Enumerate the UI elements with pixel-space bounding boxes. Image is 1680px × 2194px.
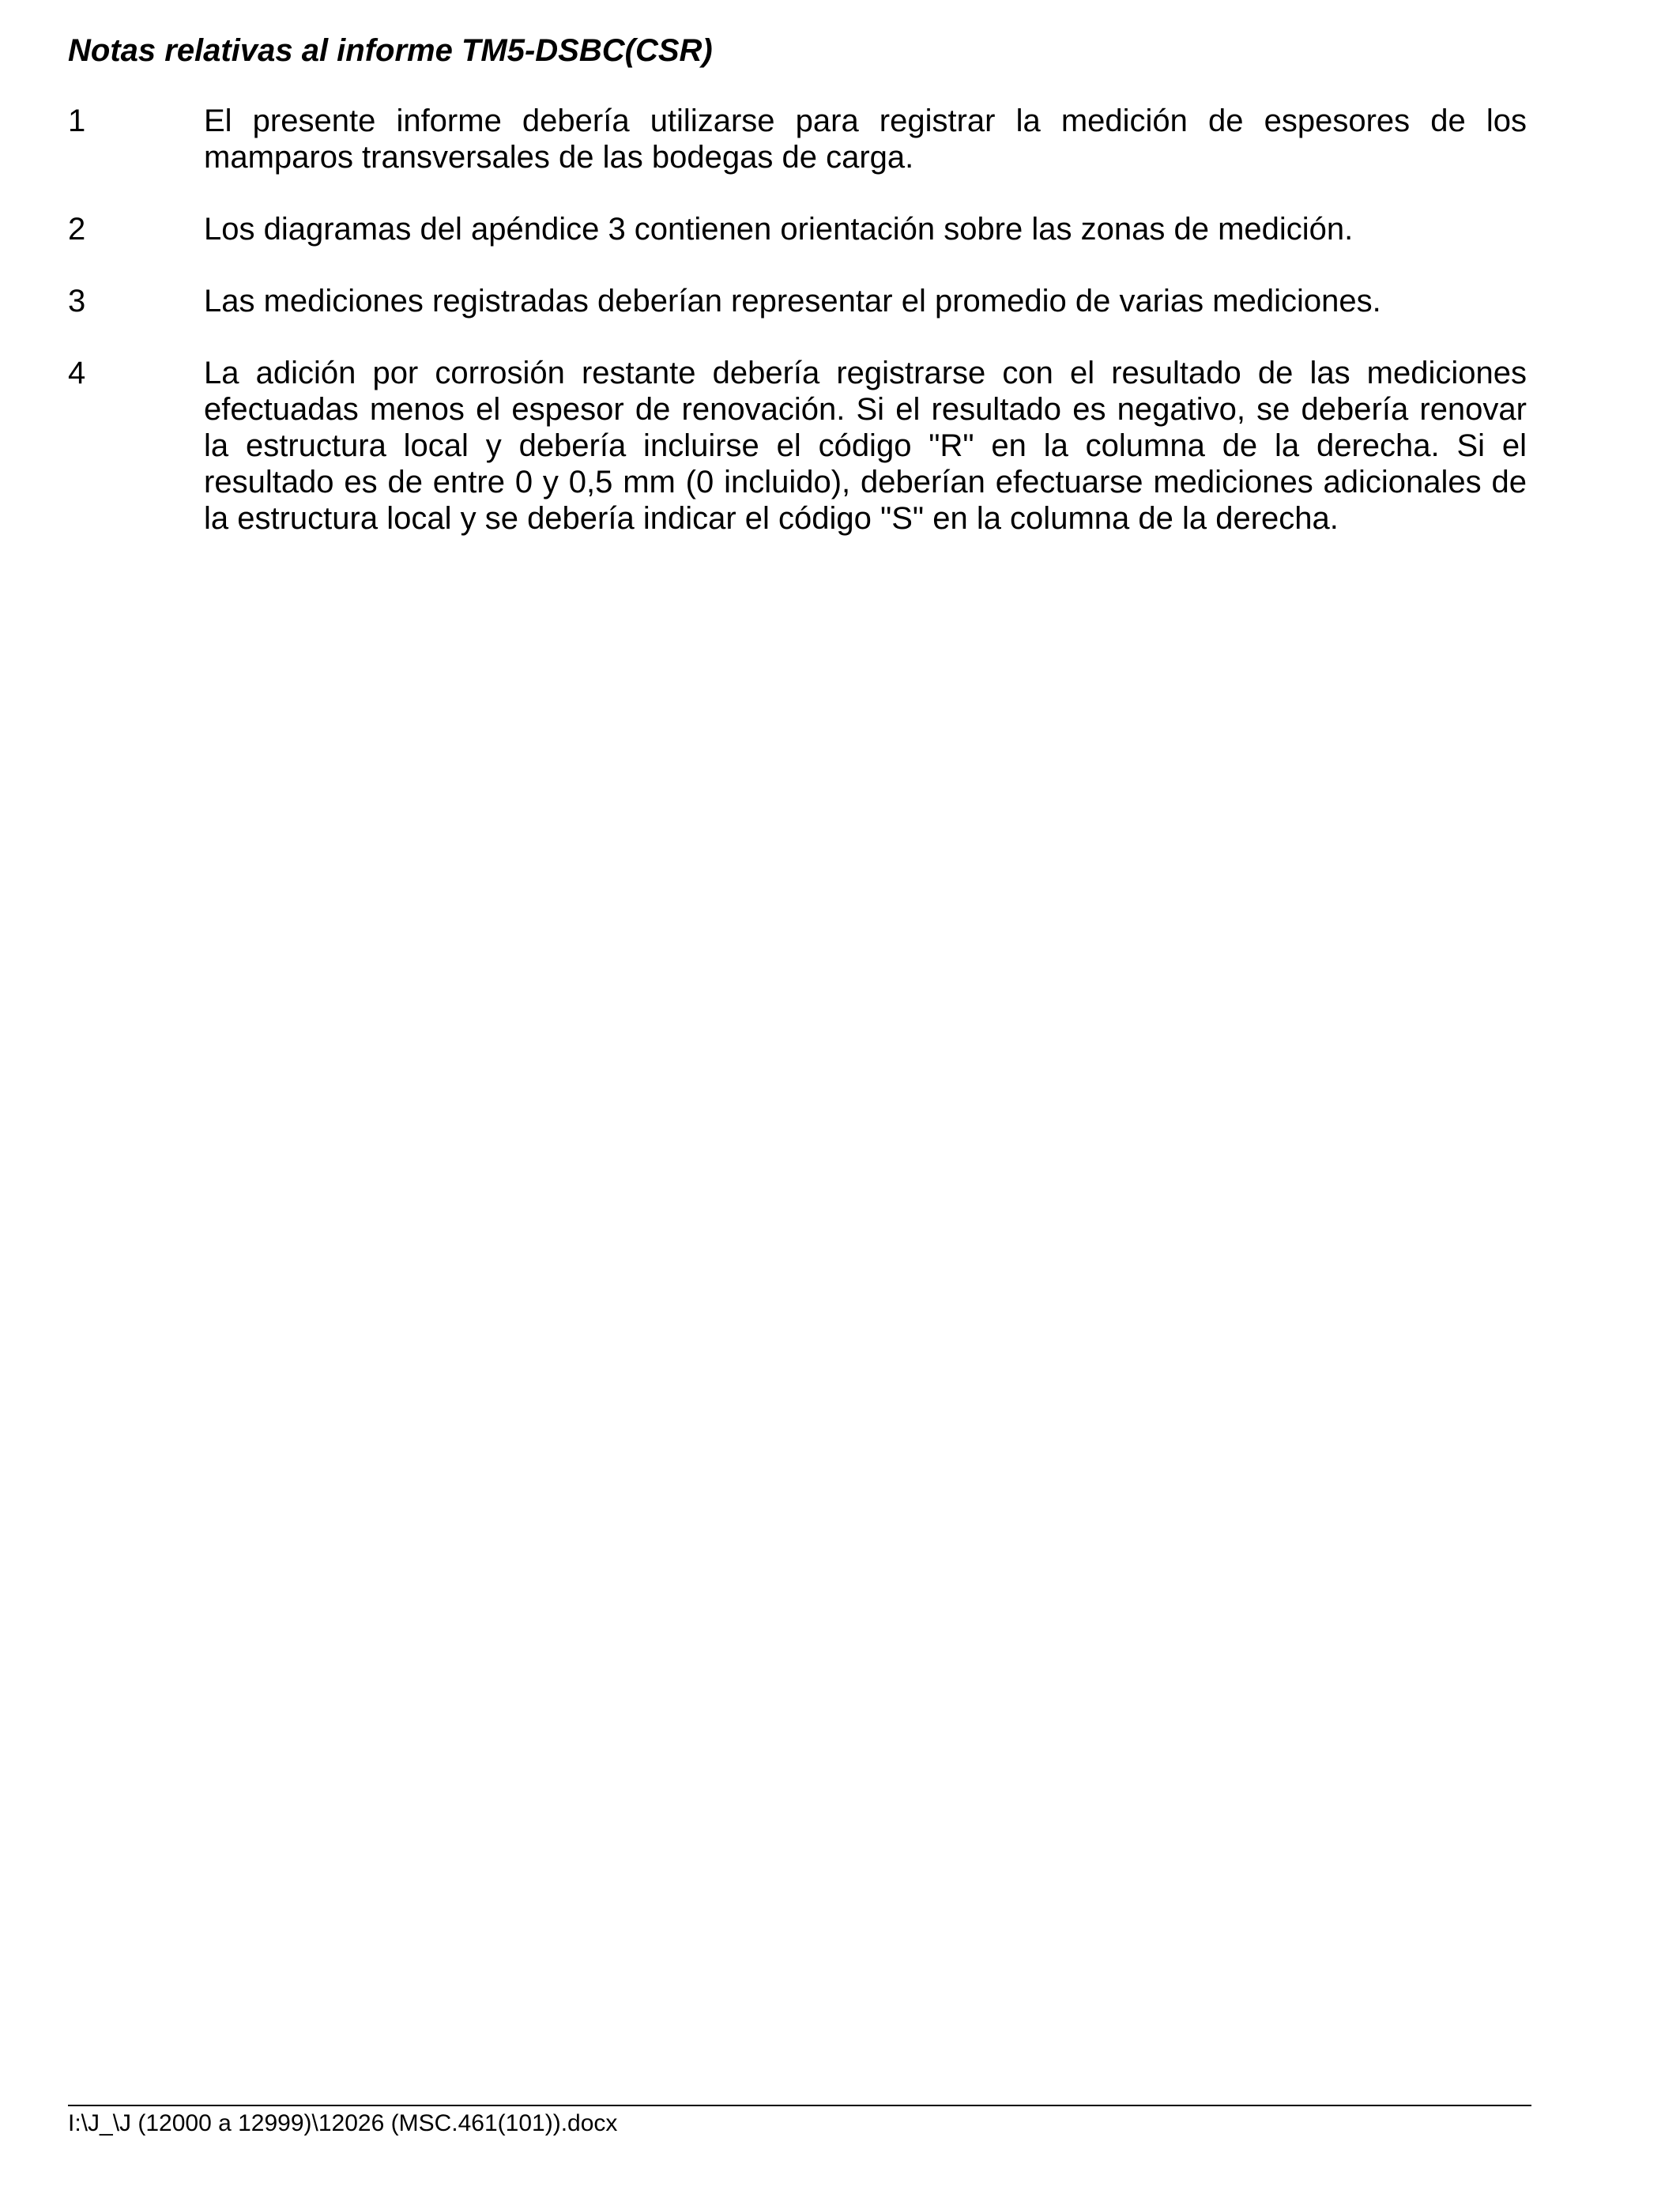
note-number: 1 <box>68 104 86 138</box>
note-number: 3 <box>68 284 86 319</box>
note-text: El presente informe debería utilizarse para registrar la medición de espesores de los mamparos transversales de las bodegas de carga. <box>204 104 1527 175</box>
note-item <box>68 355 1527 537</box>
notes-heading: Notas relativas al informe TM5-DSBC(CSR) <box>68 33 713 68</box>
note-number: 2 <box>68 212 86 247</box>
note-item <box>68 283 1527 319</box>
note-text: Las mediciones registradas deberían representar el promedio de varias mediciones. <box>204 284 1381 319</box>
note-text: Los diagramas del apéndice 3 contienen orientación sobre las zonas de medición. <box>204 212 1354 247</box>
note-number: 4 <box>68 356 86 390</box>
footer-file-path: I:\J_\J (12000 a 12999)\12026 (MSC.461(101)).docx <box>68 2110 618 2136</box>
note-item <box>68 103 1527 175</box>
footer-divider <box>68 2105 1531 2106</box>
note-item <box>68 211 1527 247</box>
note-text: La adición por corrosión restante debería registrarse con el resultado de las mediciones efectuadas menos el espesor de renovación. Si el resultado es negativo, se debería renovar la estructura local y debería incluirse el código "R" en la columna de la derecha. Si el resultado es de entre 0 y 0,5 mm (0 incluido), deberían efectuarse mediciones adicionales de la estructura local y se debería indicar el código "S" en la columna de la derecha. <box>204 356 1527 536</box>
notes-list <box>68 103 1527 572</box>
